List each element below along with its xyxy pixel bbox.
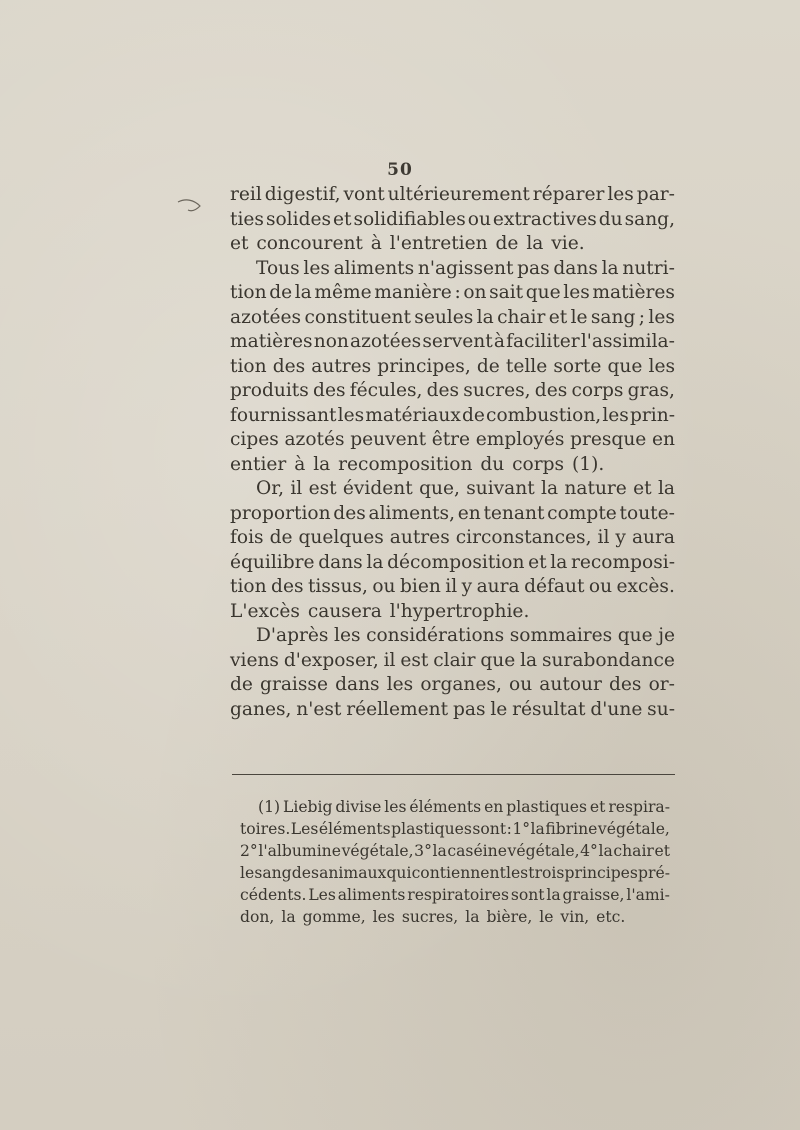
body-line: et concourent à l'entretien de la vie.: [230, 233, 585, 254]
footnote-line: don, la gomme, les sucres, la bière, le vin, etc.: [240, 908, 626, 926]
body-line: viens d'exposer, il est clair que la surabondance: [230, 649, 675, 671]
body-line: entier à la recomposition du corps (1).: [230, 453, 605, 475]
body-line: tion des autres principes, de telle sorte que les: [230, 355, 675, 377]
footnote-line: le sang des animaux qui contiennent les trois principes pré-: [240, 864, 670, 882]
body-line: azotées constituent seules la chair et le sang ; les: [230, 306, 675, 328]
body-line: ganes, n'est réellement pas le résultat d'une su-: [230, 698, 675, 720]
body-line: tion des tissus, ou bien il y aura défaut ou excès.: [230, 576, 675, 597]
margin-mark-icon: [176, 194, 206, 216]
footnote-separator: [232, 774, 675, 775]
body-line: D'après les considérations sommaires que je: [256, 625, 675, 646]
body-line: matières non azotées servent à faciliter l'assimila-: [230, 331, 675, 352]
body-line: produits des fécules, des sucres, des corps gras,: [230, 380, 675, 401]
body-line: Or, il est évident que, suivant la nature et la: [256, 478, 675, 499]
page-number: 50: [387, 160, 413, 180]
body-line: proportion des aliments, en tenant compte toute-: [230, 502, 675, 524]
body-line: reil digestif, vont ultérieurement réparer les par-: [230, 184, 675, 205]
body-line: équilibre dans la décomposition et la recomposi-: [230, 551, 675, 573]
footnote: [240, 796, 670, 928]
footnote-line: toires. Les éléments plastiques sont : 1° la fibrine végétale,: [240, 820, 670, 838]
body-line: Tous les aliments n'agissent pas dans la nutri-: [256, 257, 675, 279]
body-line: fournissant les matériaux de combustion, les prin-: [230, 404, 675, 426]
body-line: L'excès causera l'hypertrophie.: [230, 600, 530, 622]
footnote-line: (1) Liebig divise les éléments en plastiques et respira-: [258, 798, 670, 816]
body-line: fois de quelques autres circonstances, il y aura: [230, 527, 675, 548]
footnote-line: cédents. Les aliments respiratoires sont la graisse, l'ami-: [240, 886, 670, 904]
body-line: ties solides et solidifiables ou extractives du sang,: [230, 208, 675, 230]
footnote-line: 2° l'albumine végétale, 3° la caséine végétale, 4° la chair et: [240, 842, 670, 860]
body-text: [230, 183, 675, 722]
body-line: cipes azotés peuvent être employés presque en: [230, 429, 675, 450]
body-line: tion de la même manière : on sait que les matières: [230, 282, 675, 303]
body-line: de graisse dans les organes, ou autour des or-: [230, 674, 675, 695]
